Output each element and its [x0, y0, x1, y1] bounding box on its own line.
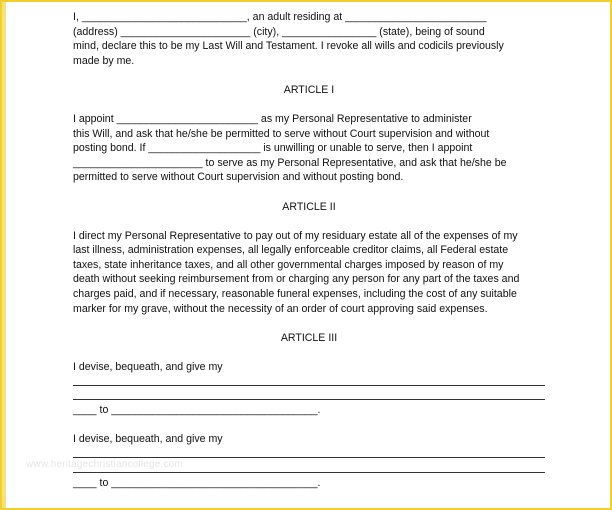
article-1-heading: ARTICLE I [283, 84, 335, 97]
article-2-heading: ARTICLE II [282, 200, 336, 213]
article-3-heading: ARTICLE III [280, 332, 338, 345]
article-2-line-5: charges paid, and if necessary, reasonable funeral expenses, including the cost of any suitable [73, 287, 517, 300]
article-1-line-2: this Will, and ask that he/she be permitted to serve without Court supervision and without [73, 127, 490, 140]
devise-1-blank-line-2[interactable] [73, 389, 545, 404]
devise-2-lead: I devise, bequeath, and give my [73, 433, 223, 446]
devise-1-to-line[interactable]: ____ to ___________________________________. [73, 404, 321, 417]
document-page [6, 2, 610, 508]
watermark-text: www.heritagechristiancollege.com [26, 459, 184, 470]
last-will-document [73, 10, 545, 490]
devise-2-to-line[interactable]: ____ to ___________________________________. [73, 476, 321, 489]
article-1-line-1: I appoint ________________________ as my Personal Representative to administer [73, 112, 472, 125]
article-2-line-3: taxes, state inheritance taxes, and all other governmental charges imposed by reason of my [73, 258, 504, 271]
article-2-line-4: death without seeking reimbursement from or charging any person for any part of the taxes and [73, 273, 520, 286]
intro-line-2: (address) ______________________ (city), ________________ (state), being of sound [73, 25, 485, 38]
devise-1-lead: I devise, bequeath, and give my [73, 360, 223, 373]
article-1-line-4: ______________________ to serve as my Personal Representative, and ask that he/she be [73, 156, 507, 169]
article-1-line-3: posting bond. If ___________________ is unwilling or unable to serve, then I appoint [73, 142, 473, 155]
intro-line-3: mind, declare this to be my Last Will and Testament. I revoke all wills and codicils previously [73, 40, 504, 53]
article-1-line-5: permitted to serve without Court supervision and without posting bond. [73, 171, 404, 184]
devise-1-blank-line-1[interactable] [73, 374, 545, 389]
article-2-line-6: marker for my grave, without the necessity of an order of court approving said expenses. [73, 302, 488, 315]
intro-line-4: made by me. [73, 54, 135, 67]
intro-line-1: I, ____________________________, an adult residing at ________________________ [73, 11, 487, 23]
article-2-line-1: I direct my Personal Representative to pay out of my residuary estate all of the expenses of my [73, 229, 518, 242]
article-2-line-2: last illness, administration expenses, all legally enforceable creditor claims, all Federal estate [73, 244, 509, 257]
